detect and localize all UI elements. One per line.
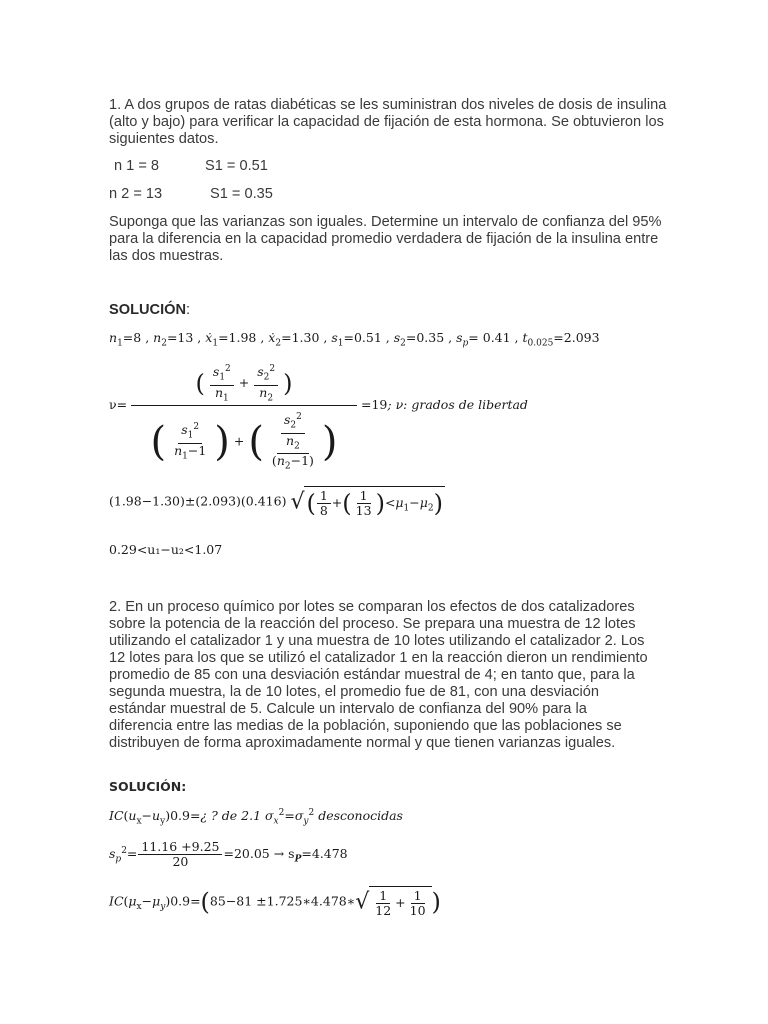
problem1-statement: 1. A dos grupos de ratas diabéticas se les suministran dos niveles de dosis de insulina (alto y bajo) para verificar la capacidad de fijación de esta hormona. Se obtuvieron los siguientes datos. xyxy=(109,97,667,147)
problem1-n1: n 1 = 8 xyxy=(114,158,160,174)
problem1-interval-formula: (1.98−1.30)±(2.093)(0.416) √( $\frac{1}{8}$ +( $\frac{1}{13}$ )$<\mu_1-\mu_2$) xyxy=(109,488,443,518)
problem2-pooled-variance: $s_p^2=$ $\frac{11.16 +9.25}{20}$ $=20.05 \to s_P=4.478$ xyxy=(109,839,348,869)
problem2-line1: $IC(u_x-u_y)0.9=¿$ ? de 2.1 $\sigma_x^2=\sigma_y^2$ desconocidas xyxy=(109,808,403,827)
problem2-ic-formula: $IC(\mu_x-\mu_y)0.9=(85-81$ ±1.725∗4.478∗√ $\frac{1}{12}$ + $\frac{1}{10}$ ) xyxy=(109,888,441,918)
sp-denominator: 20 xyxy=(172,854,189,869)
problem1-n2: n 2 = 13 xyxy=(109,186,163,202)
sp-result: =20.05 → s xyxy=(223,846,295,861)
line1-desc: desconocidas xyxy=(318,808,403,824)
problem2-statement: 2. En un proceso químico por lotes se comparan los efectos de dos catalizadores sobre la potencia de la reacción del proceso. Se prepara una muestra de 12 lotes utilizando el catalizador 1 y una muestra de 10 lotes utilizando el catalizador 2. Los 12 lotes para los que se utilizó el catalizador 1 en la reacción dieron un rendimiento promedio de 85 con una desviación estándar muestral de 4; en tanto que, para la segunda muestra, la de 10 lotes, el promedio fue de 81, con una desviación estándar muestral de 5. Calcule un intervalo de confianza del 90% para la diferencia entre las medias de la población, suponiendo que las poblaciones se distribuyen de forma aproximadamente normal y que tienen varianzas iguales. xyxy=(109,599,648,751)
problem2-solution-heading: SOLUCIÓN: xyxy=(109,779,187,794)
line1-tail: ¿ ? de 2.1 σ xyxy=(200,808,274,824)
problem1-final-interval: 0.29<u₁−u₂<1.07 xyxy=(109,542,223,557)
problem1-s1: S1 = 0.51 xyxy=(205,158,268,174)
problem1-s2: S1 = 0.35 xyxy=(210,186,273,202)
sp-numerator: 11.16 +9.25 xyxy=(138,840,222,855)
solution-label: SOLUCIÓN xyxy=(109,302,187,318)
ic-expression: 85−81 ±1.725∗4.478∗ xyxy=(209,893,356,909)
dof-result: =19 xyxy=(361,397,388,412)
sp-value: =4.478 xyxy=(301,846,348,861)
problem1-solution-heading xyxy=(109,302,190,318)
dof-note: ; ν: grados de libertad xyxy=(387,397,528,412)
solution-colon: : xyxy=(186,302,191,318)
problem1-parameters: $n_1=8$ , $n_2=13$ , ẋ$_1$=1.98 , ẋ$_2$=1.30 , $s_1=0.51$ , $s_2=0.35$ , $s_p= 0.41$ , $t_{0.025}=2.093$ xyxy=(109,330,600,349)
problem1-question: Suponga que las varianzas son iguales. Determine un intervalo de confianza del 95% para la diferencia en la capacidad promedio verdadera de fijación de la insulina entre las dos muestras. xyxy=(109,214,662,264)
